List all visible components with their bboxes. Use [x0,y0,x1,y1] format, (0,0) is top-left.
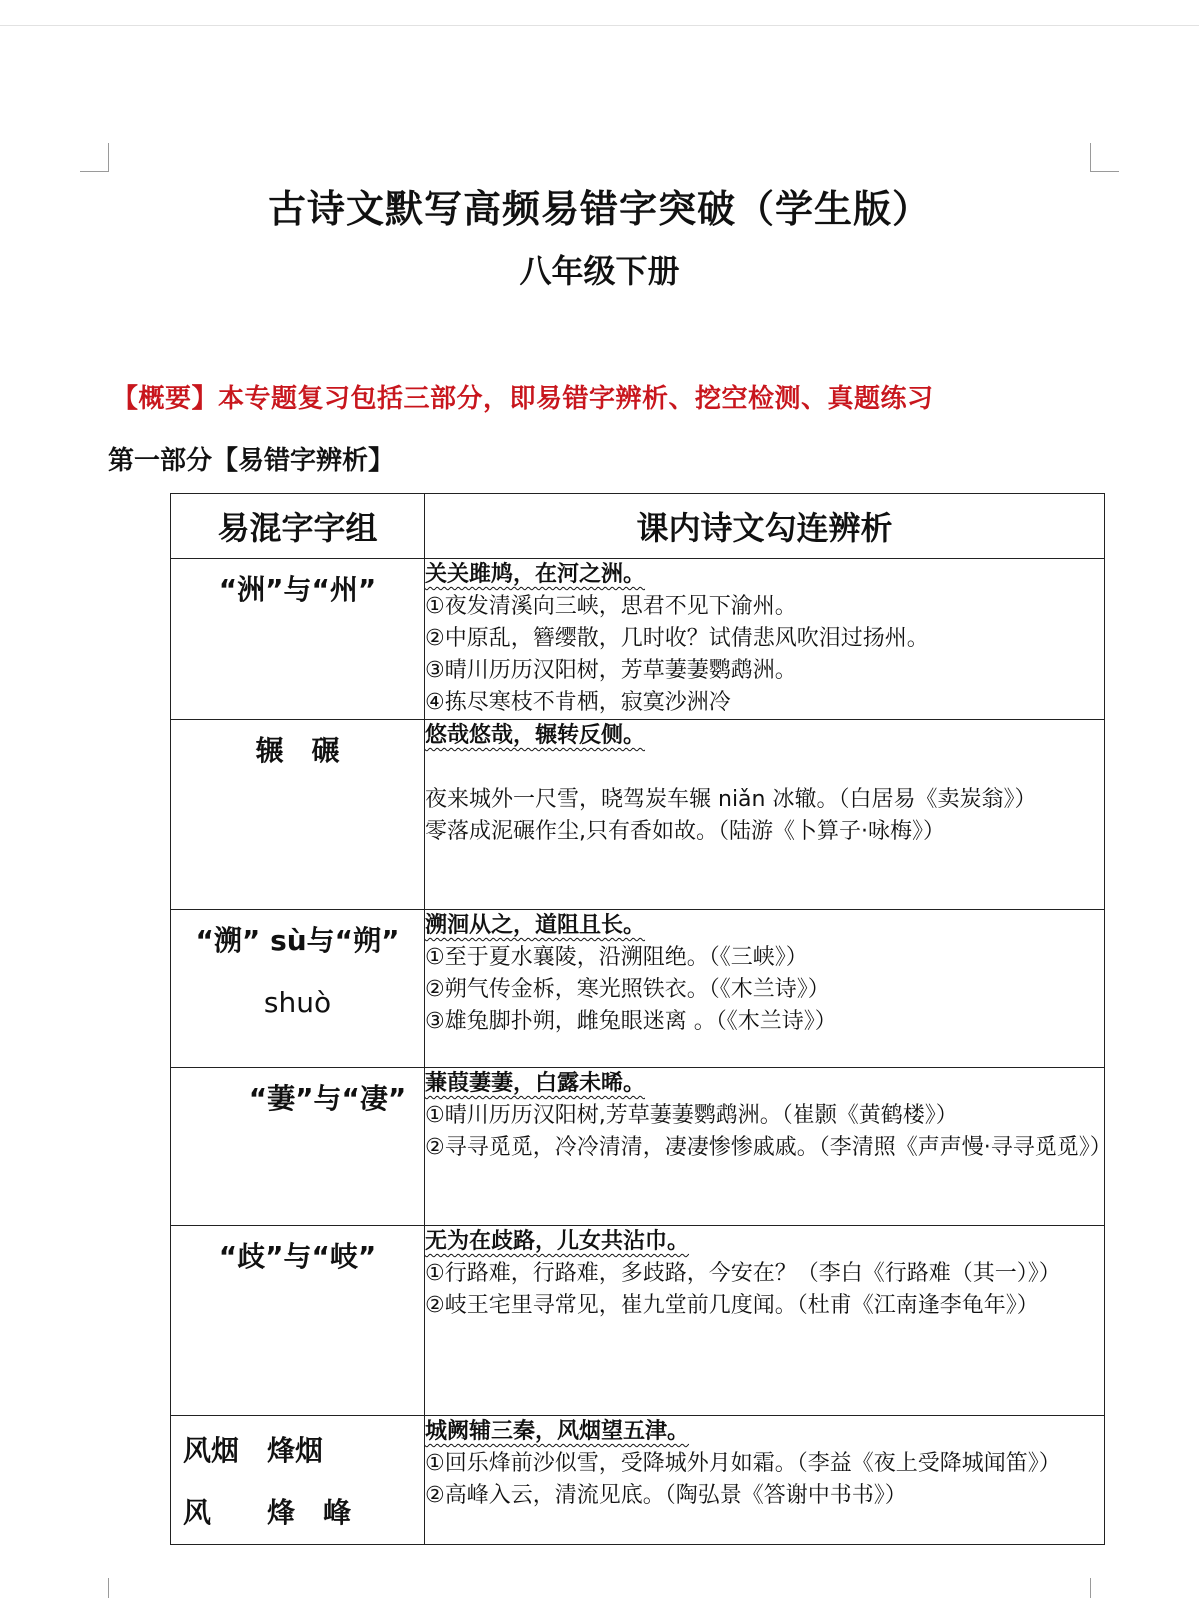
crop-mark-top-left [80,143,109,172]
example-line: ④拣尽寒枝不肯栖，寂寞沙洲冷 [425,690,731,715]
char-group-cell [171,559,425,720]
table-row [171,720,1105,910]
crop-mark-bottom-left [80,1578,109,1598]
analysis-cell [425,559,1105,720]
char-group-cell [171,1068,425,1226]
example-line: ①晴川历历汉阳树,芳草萋萋鹦鹉洲。（崔颢《黄鹤楼》） [425,1103,958,1128]
char-group-label-2: 风 烽 峰 [183,1496,352,1529]
example-line: ①夜发清溪向三峡，思君不见下渝州。 [425,594,797,619]
blank-gap [425,752,1104,784]
char-group-label: “溯” sù与“朔” [195,924,400,957]
key-line: 关关雎鸠，在河之洲。 [425,562,646,587]
example-line: ②朔气传金柝，寒光照铁衣。（《木兰诗》） [425,977,830,1002]
char-group-cell [171,1226,425,1416]
header-char-group: 易混字字组 [171,494,425,559]
key-line: 悠哉悠哉，辗转反侧。 [425,723,646,748]
char-group-label: 辗 碾 [255,734,340,767]
char-group-cell [171,1416,425,1545]
analysis-cell [425,1416,1105,1545]
char-group-cell [171,720,425,910]
key-line: 溯洄从之，道阻且长。 [425,913,646,938]
analysis-cell [425,910,1105,1068]
table-row [171,1068,1105,1226]
key-line: 蒹葭萋萋，白露未晞。 [425,1071,646,1096]
header-analysis: 课内诗文勾连辨析 [425,494,1105,559]
example-line: 零落成泥碾作尘,只有香如故。（陆游《卜算子·咏梅》） [425,819,945,844]
section-heading: 第一部分【易错字辨析】 [108,446,395,476]
char-group-label: “歧”与“岐” [218,1240,377,1273]
example-line: ③雄兔脚扑朔，雌兔眼迷离 。（《木兰诗》） [425,1009,837,1034]
char-group-label: 风烟 烽烟 [183,1434,324,1467]
crop-mark-bottom-right [1090,1578,1119,1598]
example-line: ①回乐烽前沙似雪，受降城外月如霜。（李益《夜上受降城闻笛》） [425,1451,1061,1476]
example-line: ②高峰入云，清流见底。（陶弘景《答谢中书书》） [425,1483,907,1508]
example-line: ②中原乱，簪缨散，几时收？试倩悲风吹泪过扬州。 [425,626,929,651]
table-header-row [171,494,1105,559]
crop-mark-top-right [1090,143,1119,172]
analysis-cell [425,720,1105,910]
document-subtitle: 八年级下册 [519,252,680,290]
table-row [171,910,1105,1068]
char-group-label: “萋”与“凄” [248,1082,407,1115]
example-line: 夜来城外一尺雪，晓驾炭车辗 niǎn 冰辙。（白居易《卖炭翁》） [425,787,1037,812]
example-line: ②岐王宅里寻常见，崔九堂前几度闻。（杜甫《江南逢李龟年》） [425,1293,1039,1318]
char-group-pinyin: shuò [263,986,332,1019]
document-title: 古诗文默写高频易错字突破（学生版） [267,187,931,231]
table-row [171,1416,1105,1545]
example-line: ②寻寻觅觅，冷冷清清，凄凄惨惨戚戚。（李清照《声声慢·寻寻觅觅》） [425,1135,1112,1160]
example-line: ①行路难，行路难，多歧路，今安在？（李白《行路难（其一）》） [425,1261,1061,1286]
confusable-characters-table [170,493,1112,1545]
table-row [171,559,1105,720]
example-line: ③晴川历历汉阳树，芳草萋萋鹦鹉洲。 [425,658,797,683]
analysis-cell [425,1068,1112,1226]
summary-text: 【概要】本专题复习包括三部分，即易错字辨析、挖空检测、真题练习 [112,384,934,414]
example-line: ①至于夏水襄陵，沿溯阻绝。（《三峡》） [425,945,808,970]
key-line: 城阙辅三秦，风烟望五津。 [425,1419,690,1444]
char-group-label: “洲”与“州” [218,573,377,606]
key-line: 无为在歧路，儿女共沾巾。 [425,1229,690,1254]
analysis-cell [425,1226,1105,1416]
top-edge-line [0,25,1199,26]
char-group-cell [171,910,425,1068]
table-row [171,1226,1105,1416]
